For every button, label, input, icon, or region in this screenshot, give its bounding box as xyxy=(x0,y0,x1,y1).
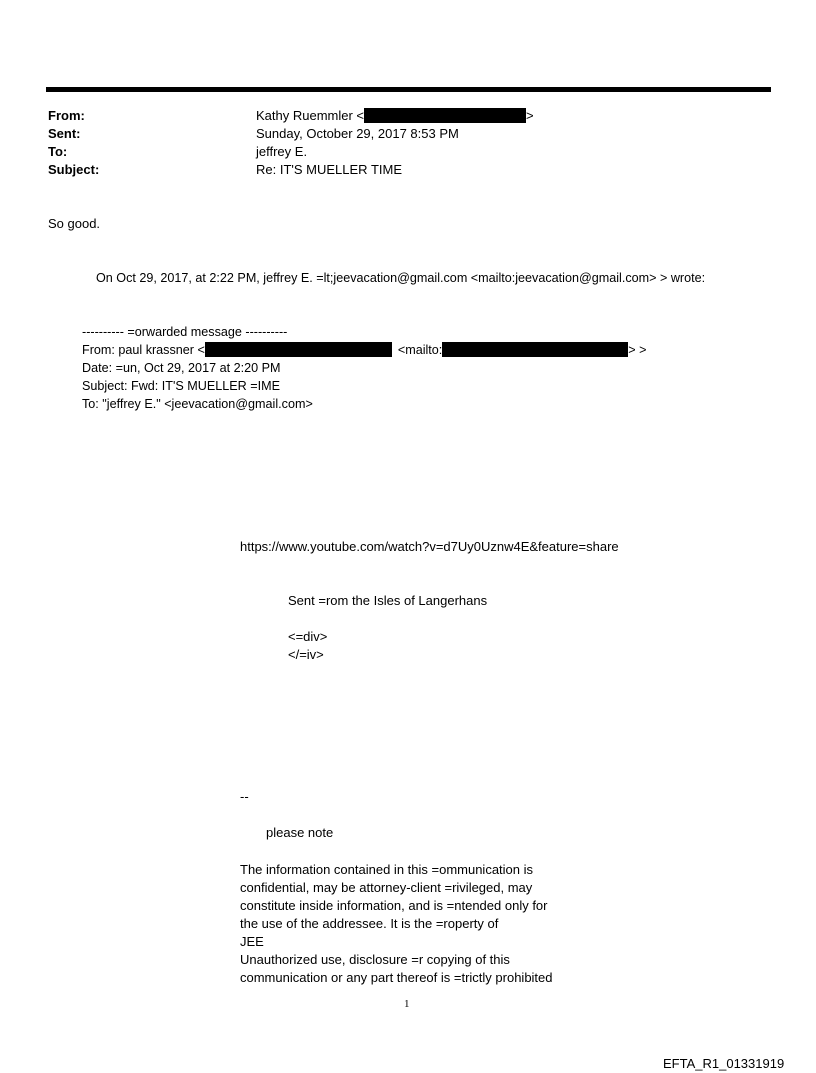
sent-value: Sunday, October 29, 2017 8:53 PM xyxy=(256,126,459,141)
forwarded-from-end: > > xyxy=(628,343,647,357)
from-close: > xyxy=(526,108,534,123)
forwarded-mailto: <mailto: xyxy=(397,343,443,357)
from-label: From: xyxy=(48,108,85,123)
disclaimer-line: communication or any part thereof is =trictly prohibited xyxy=(240,970,553,985)
redaction-box xyxy=(364,108,526,123)
sent-label: Sent: xyxy=(48,126,81,141)
disclaimer-line: constitute inside information, and is =ntended only for xyxy=(240,898,548,913)
document-id: EFTA_R1_01331919 xyxy=(663,1056,785,1071)
from-value xyxy=(256,107,534,125)
sent-from-line: Sent =rom the Isles of Langerhans xyxy=(288,593,488,608)
disclaimer-line: JEE xyxy=(240,934,264,949)
redaction-box xyxy=(205,342,392,357)
disclaimer-line: the use of the addressee. It is the =roperty of xyxy=(240,916,499,931)
forwarded-from-prefix: From: paul krassner < xyxy=(82,343,205,357)
youtube-link[interactable]: https://www.youtube.com/watch?v=d7Uy0Uznw4E&feature=share xyxy=(240,539,619,554)
page-number: 1 xyxy=(404,998,410,1010)
forwarded-header: ---------- =orwarded message ---------- xyxy=(82,325,288,339)
subject-label: Subject: xyxy=(48,162,100,177)
div-close-text: </=iv> xyxy=(288,647,324,662)
disclaimer-line: The information contained in this =ommunication is xyxy=(240,862,534,877)
forwarded-to: To: "jeffrey E." <jeevacation@gmail.com> xyxy=(82,397,313,411)
please-note: please note xyxy=(266,825,334,840)
reply-text: So good. xyxy=(48,216,101,231)
forwarded-from xyxy=(82,341,647,359)
forwarded-date: Date: =un, Oct 29, 2017 at 2:20 PM xyxy=(82,361,281,375)
quoted-intro: On Oct 29, 2017, at 2:22 PM, jeffrey E. =lt;jeevacation@gmail.com <mailto:jeevacation@gmail.com> > wrote: xyxy=(96,271,706,285)
subject-value: Re: IT'S MUELLER TIME xyxy=(256,162,402,177)
from-name: Kathy Ruemmler < xyxy=(256,108,365,123)
disclaimer-line: confidential, may be attorney-client =rivileged, may xyxy=(240,880,533,895)
div-open-text: <=div> xyxy=(288,629,328,644)
forwarded-subject: Subject: Fwd: IT'S MUELLER =IME xyxy=(82,379,281,393)
header-rule xyxy=(46,87,771,92)
disclaimer-line: Unauthorized use, disclosure =r copying of this xyxy=(240,952,510,967)
signature-separator: -- xyxy=(240,789,249,804)
to-label: To: xyxy=(48,144,68,159)
redaction-box xyxy=(442,342,628,357)
to-value: jeffrey E. xyxy=(256,144,308,159)
